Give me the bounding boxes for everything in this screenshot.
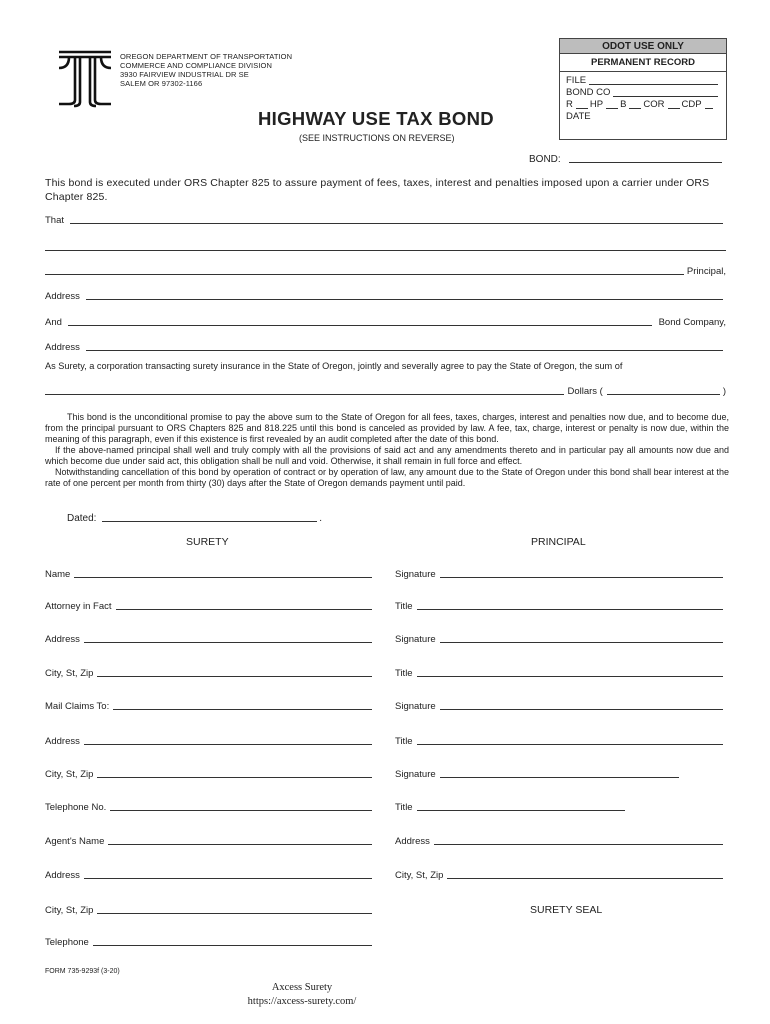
bond-company-address-field[interactable]: Address <box>45 342 726 353</box>
agent-name-field[interactable]: Agent's Name <box>45 836 375 847</box>
agency-street: 3930 FAIRVIEW INDUSTRIAL DR SE <box>120 70 249 79</box>
dollars-field[interactable]: Dollars ( ) <box>45 386 726 397</box>
bond-terms-p1: This bond is the unconditional promise to pay the above sum to the State of Oregon for all fees, taxes, charges, interest and penalties now due, and to become due, from the principal pursuant to ORS Chapters 825 and 818.225 until this bond is canceled as provided by law. A fee, tax, charge, interest or penalty is now due, within the meaning of this paragraph, even if this existence is first revealed by an audit completed after the date of this bond. <box>45 412 729 444</box>
surety-address-field[interactable]: Address <box>45 634 375 645</box>
telephone-no-field[interactable]: Telephone No. <box>45 802 375 813</box>
surety-seal-label: SURETY SEAL <box>530 904 603 916</box>
footer-brand: Axcess Surety <box>271 982 333 993</box>
principal-heading: PRINCIPAL <box>531 536 586 548</box>
bond-number-field[interactable]: BOND: <box>529 154 725 165</box>
agent-address-field[interactable]: Address <box>45 870 375 881</box>
agency-address <box>120 52 292 88</box>
as-surety-text: As Surety, a corporation transacting surety insurance in the State of Oregon, jointly and severally agree to pay the State of Oregon, the sum of <box>45 361 623 371</box>
claims-address-field[interactable]: Address <box>45 736 375 747</box>
principal-signature-2[interactable]: Signature <box>395 634 726 645</box>
principal-title-4[interactable]: Title <box>395 802 628 813</box>
bond-terms-p3: Notwithstanding cancellation of this bond by operation of contract or by operation of law, any amount due to the State of Oregon under this bond shall bear interest at the rate of one percent per month from thirty (30) days after the State of Oregon demands payment until paid. <box>45 467 729 488</box>
odot-bond-co-field[interactable]: BOND CO <box>560 87 726 99</box>
agent-city-field[interactable]: City, St, Zip <box>45 905 375 916</box>
odot-file-field[interactable]: FILE <box>560 75 726 87</box>
principal-title-3[interactable]: Title <box>395 736 726 747</box>
that-line-2[interactable] <box>45 250 726 251</box>
odot-date-field[interactable]: DATE <box>566 111 591 122</box>
claims-city-field[interactable]: City, St, Zip <box>45 769 375 780</box>
agency-city: SALEM OR 97302-1166 <box>120 79 203 88</box>
principal-address-bottom[interactable]: Address <box>395 836 726 847</box>
principal-title-1[interactable]: Title <box>395 601 726 612</box>
page-title: HIGHWAY USE TAX BOND <box>258 108 494 129</box>
page-subtitle: (SEE INSTRUCTIONS ON REVERSE) <box>299 133 455 143</box>
principal-signature-4[interactable]: Signature <box>395 769 682 780</box>
mail-claims-field[interactable]: Mail Claims To: <box>45 701 375 712</box>
odot-use-only-box <box>559 38 727 140</box>
that-field[interactable]: That <box>45 215 726 226</box>
surety-heading: SURETY <box>186 536 229 548</box>
surety-name-field[interactable]: Name <box>45 569 375 580</box>
bond-terms-p2: If the above-named principal shall well and truly comply with all the provisions of said act and any amendments thereto and in particular pay all amounts now due and which become due under said act, this obligation shall be null and void. Otherwise, it shall remain in full force and effect. <box>45 445 729 466</box>
odot-codes-field[interactable]: R HP B COR CDP <box>560 99 726 111</box>
footer-url[interactable]: https://axcess-surety.com/ <box>247 996 357 1007</box>
odot-box-header: ODOT USE ONLY <box>560 39 726 54</box>
odot-box-subheader: PERMANENT RECORD <box>560 54 726 72</box>
odot-logo-icon <box>55 46 115 108</box>
attorney-in-fact-field[interactable]: Attorney in Fact <box>45 601 375 612</box>
surety-city-field[interactable]: City, St, Zip <box>45 668 375 679</box>
form-number: FORM 735-9293f (3-20) <box>45 968 120 975</box>
dated-field[interactable]: Dated: . <box>67 513 322 524</box>
footer <box>0 981 604 1009</box>
bond-company-field[interactable]: And Bond Company, <box>45 317 726 328</box>
principal-title-2[interactable]: Title <box>395 668 726 679</box>
principal-signature-1[interactable]: Signature <box>395 569 726 580</box>
bond-terms <box>45 412 729 489</box>
principal-city-bottom[interactable]: City, St, Zip <box>395 870 726 881</box>
principal-address-field[interactable]: Address <box>45 291 726 302</box>
agent-telephone-field[interactable]: Telephone <box>45 937 375 948</box>
intro-text: This bond is executed under ORS Chapter 825 to assure payment of fees, taxes, interest and penalties imposed upon a carrier under ORS Chapter 825. <box>45 177 710 203</box>
agency-name: OREGON DEPARTMENT OF TRANSPORTATION <box>120 52 293 61</box>
agency-division: COMMERCE AND COMPLIANCE DIVISION <box>120 61 272 70</box>
principal-field[interactable]: Principal, <box>45 266 726 277</box>
principal-signature-3[interactable]: Signature <box>395 701 726 712</box>
